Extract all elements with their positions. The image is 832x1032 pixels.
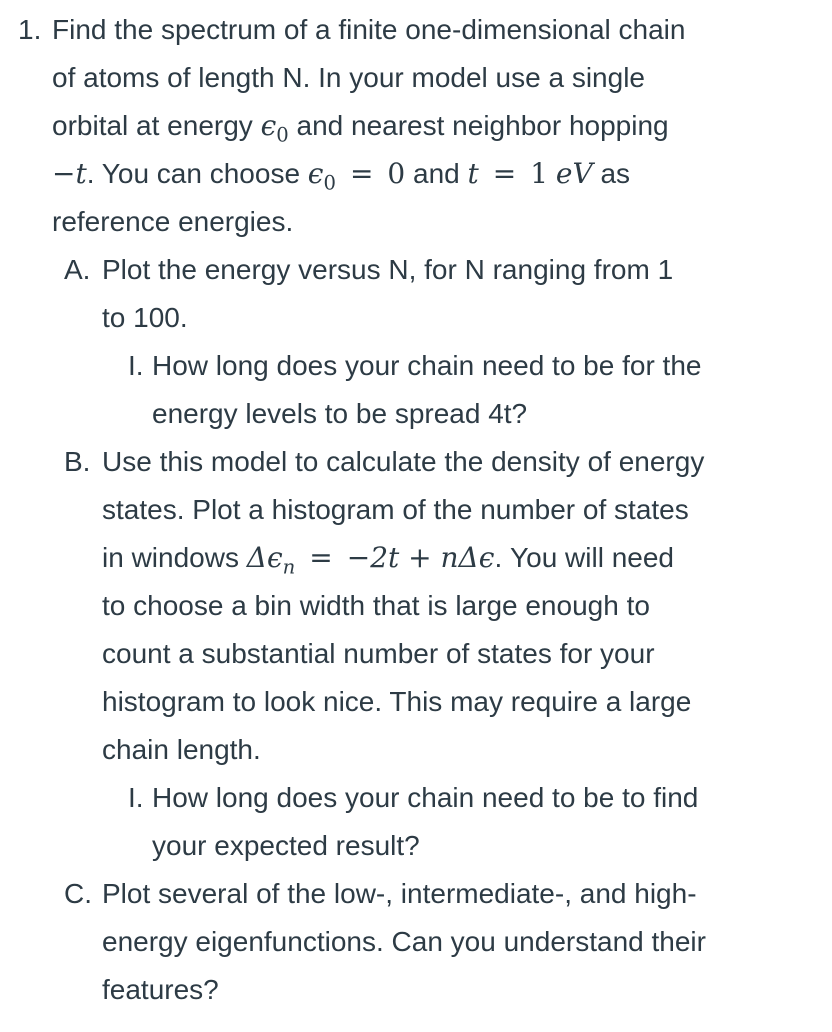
part-a-sub-line-1: How long does your chain need to be for the	[152, 350, 702, 381]
text-fragment: in windows	[102, 542, 247, 573]
problem-statement	[52, 6, 832, 246]
part-b-subquestion	[0, 774, 832, 870]
equals-sign: =	[349, 157, 374, 190]
problem-1	[0, 6, 832, 246]
problem-line-4	[52, 150, 832, 198]
part-a-sub-body	[152, 342, 832, 438]
part-b-line-5: count a substantial number of states for your	[102, 638, 655, 669]
zero-value: 0	[387, 157, 406, 190]
part-c	[0, 870, 832, 1014]
text-fragment: . You will need	[494, 542, 675, 573]
part-b-sub-label: I.	[128, 782, 144, 813]
part-b-line-2: states. Plot a histogram of the number of states	[102, 494, 689, 525]
subscript-n: n	[282, 555, 296, 579]
problem-line-1: Find the spectrum of a finite one-dimensional chain	[52, 14, 686, 45]
problem-line-3	[52, 102, 832, 150]
part-c-line-2: energy eigenfunctions. Can you understand their	[102, 926, 706, 957]
part-b-sub-line-1: How long does your chain need to be to find	[152, 782, 699, 813]
part-b-line-7: chain length.	[102, 734, 261, 765]
part-a	[0, 246, 832, 342]
epsilon-symbol: ϵ	[260, 109, 277, 142]
part-c-body	[102, 870, 832, 1014]
problem-document	[0, 6, 832, 1014]
problem-line-5: reference energies.	[52, 206, 294, 237]
part-a-subquestion	[0, 342, 832, 438]
equals-sign: =	[492, 157, 517, 190]
part-b-sub-line-2: your expected result?	[152, 830, 420, 861]
problem-number: 1.	[18, 14, 42, 45]
problem-line-2: of atoms of length N. In your model use a single	[52, 62, 645, 93]
equals-sign: =	[309, 541, 333, 574]
part-a-line-1: Plot the energy versus N, for N ranging from 1	[102, 254, 674, 285]
part-a-line-2: to 100.	[102, 302, 188, 333]
minus-t-math: −t	[52, 157, 87, 190]
part-b-body	[102, 438, 832, 774]
part-b-sub-body	[152, 774, 832, 870]
text-fragment: as	[592, 158, 631, 189]
t-variable: t	[467, 157, 479, 190]
part-b-line-4: to choose a bin width that is large enough to	[102, 590, 650, 621]
part-c-line-1: Plot several of the low-, intermediate-, and high-	[102, 878, 697, 909]
part-b-line-6: histogram to look nice. This may require a large	[102, 686, 692, 717]
subscript-zero: 0	[276, 123, 289, 147]
one-value: 1	[530, 157, 549, 190]
part-b-line-3	[102, 534, 832, 582]
part-a-sub-line-2: energy levels to be spread 4t?	[152, 398, 528, 429]
text-fragment: . You can choose	[86, 158, 308, 189]
part-a-label: A.	[64, 254, 91, 285]
epsilon-symbol: ϵ	[307, 157, 324, 190]
text-fragment: orbital at energy	[52, 110, 261, 141]
ev-unit: eV	[555, 157, 593, 190]
text-fragment: and nearest neighbor hopping	[288, 110, 669, 141]
text-fragment: and	[405, 158, 468, 189]
part-b-line-1: Use this model to calculate the density of energy	[102, 446, 705, 477]
part-a-body	[102, 246, 832, 342]
window-formula-math: −2t + nΔϵ	[346, 541, 495, 574]
part-c-line-3: features?	[102, 974, 219, 1005]
part-b-label: B.	[64, 446, 91, 477]
part-a-sub-label: I.	[128, 350, 144, 381]
part-b	[0, 438, 832, 774]
subscript-zero: 0	[323, 171, 336, 195]
part-c-label: C.	[64, 878, 92, 909]
delta-epsilon-math: Δϵ	[246, 541, 283, 574]
